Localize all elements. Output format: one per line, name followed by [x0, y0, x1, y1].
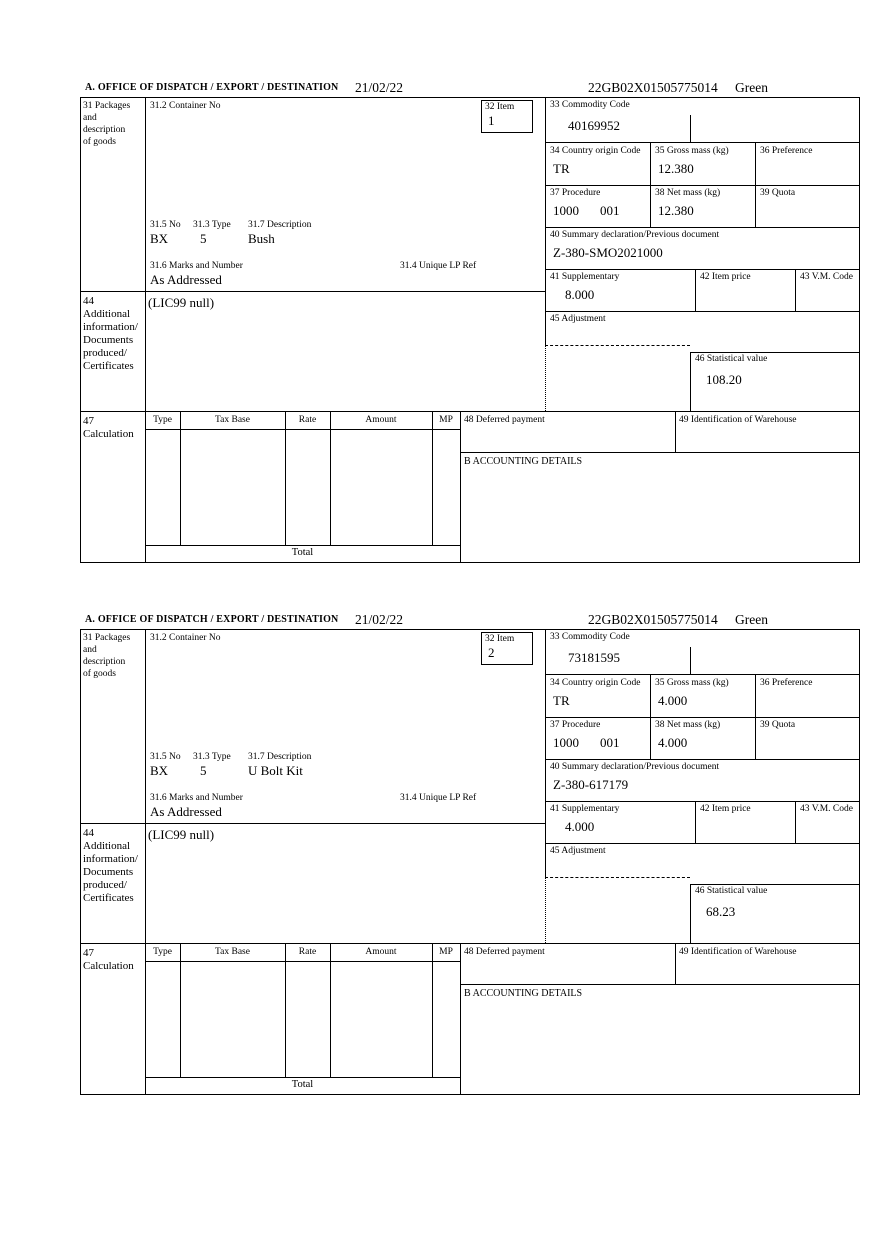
form-line — [545, 185, 860, 186]
packages-type-value: 5 — [200, 763, 207, 778]
country-origin-label: 34 Country origin Code — [550, 146, 641, 156]
form-line — [80, 97, 860, 98]
packages-no-label: 31.5 No — [150, 220, 181, 230]
procedure-value: 1000 — [553, 735, 579, 750]
form-dotted-line — [545, 878, 546, 943]
warehouse-id-label: 49 Identification of Warehouse — [679, 415, 797, 425]
box47-label-line: Calculation — [83, 428, 134, 440]
calc-header-rate: Rate — [298, 415, 317, 425]
deferred-payment-label: 48 Deferred payment — [464, 947, 545, 957]
item-form-grid — [80, 97, 860, 563]
country-origin-label: 34 Country origin Code — [550, 678, 641, 688]
declaration-reference: 22GB02X01505775014 — [588, 612, 718, 627]
previous-document-label: 40 Summary declaration/Previous document — [550, 762, 720, 772]
form-line — [545, 759, 860, 760]
form-dotted-line — [545, 346, 546, 411]
box44-label-line: Documents — [83, 334, 134, 346]
supplementary-value: 4.000 — [565, 819, 595, 834]
preference-label: 36 Preference — [760, 678, 813, 688]
form-line — [690, 352, 691, 411]
form-line — [460, 943, 461, 1095]
box47-label-line: 47 — [83, 947, 94, 959]
form-line — [545, 227, 860, 228]
form-line — [80, 562, 860, 563]
form-line — [795, 269, 796, 311]
gross-mass-value: 12.380 — [658, 161, 694, 176]
accounting-details-label: B ACCOUNTING DETAILS — [464, 988, 583, 999]
form-line — [432, 411, 433, 545]
box44-label-line: produced/ — [83, 879, 127, 891]
declaration-item-block — [80, 612, 860, 1112]
form-line — [690, 352, 860, 353]
packages-no-label: 31.5 No — [150, 752, 181, 762]
form-line — [545, 269, 860, 270]
form-line — [145, 961, 460, 962]
adjustment-label: 45 Adjustment — [550, 846, 606, 856]
form-line — [695, 801, 696, 843]
routing-status: Green — [735, 612, 768, 627]
commodity-code-label: 33 Commodity Code — [550, 100, 630, 110]
commodity-code-value: 73181595 — [568, 650, 620, 665]
form-line — [695, 269, 696, 311]
goods-description-value: U Bolt Kit — [248, 763, 303, 778]
net-mass-label: 38 Net mass (kg) — [655, 720, 721, 730]
marks-and-number-value: As Addressed — [150, 272, 222, 287]
packages-no-value: BX — [150, 231, 169, 246]
previous-document-value: Z-380-SMO2021000 — [553, 245, 663, 260]
form-line — [145, 545, 460, 546]
form-line — [330, 943, 331, 1077]
form-line — [690, 115, 691, 142]
item-number-label: 32 Item — [485, 634, 515, 644]
item-form-grid — [80, 629, 860, 1095]
form-line — [545, 97, 546, 346]
box44-label-line: produced/ — [83, 347, 127, 359]
declaration-item-block — [80, 80, 860, 580]
form-line — [145, 97, 146, 563]
vm-code-label: 43 V.M. Code — [800, 272, 853, 282]
form-line — [545, 311, 860, 312]
form-line — [675, 411, 676, 452]
box44-label-line: Certificates — [83, 360, 134, 372]
unique-lp-ref-label: 31.4 Unique LP Ref — [400, 793, 477, 803]
procedure-value: 1000 — [553, 203, 579, 218]
form-line — [330, 411, 331, 545]
box31-label-line: and — [83, 645, 97, 655]
previous-document-value: Z-380-617179 — [553, 777, 629, 792]
form-dashed-line — [545, 877, 690, 878]
form-line — [690, 647, 691, 674]
box31-label-line: 31 Packages — [83, 633, 131, 643]
unique-lp-ref-label: 31.4 Unique LP Ref — [400, 261, 477, 271]
box31-packages-label — [83, 632, 143, 680]
form-line — [690, 884, 691, 943]
accounting-details-label: B ACCOUNTING DETAILS — [464, 456, 583, 467]
form-line — [859, 629, 860, 1095]
form-line — [690, 884, 860, 885]
calc-header-type: Type — [153, 415, 172, 425]
warehouse-id-label: 49 Identification of Warehouse — [679, 947, 797, 957]
calc-header-amount: Amount — [365, 415, 397, 425]
box31-label-line: of goods — [83, 669, 116, 679]
commodity-code-label: 33 Commodity Code — [550, 632, 630, 642]
packages-type-value: 5 — [200, 231, 207, 246]
packages-type-label: 31.3 Type — [193, 752, 231, 762]
form-line — [545, 843, 860, 844]
calc-header-rate: Rate — [298, 947, 317, 957]
form-line — [285, 943, 286, 1077]
quota-label: 39 Quota — [760, 720, 796, 730]
form-line — [795, 801, 796, 843]
form-line — [460, 411, 461, 563]
form-line — [545, 717, 860, 718]
procedure-label: 37 Procedure — [550, 188, 601, 198]
form-line — [545, 629, 546, 878]
procedure-extra-value: 001 — [600, 203, 620, 218]
form-line — [80, 629, 81, 1095]
box44-label-line: Additional — [83, 308, 131, 320]
form-line — [545, 142, 860, 143]
calc-total-label: Total — [291, 1079, 314, 1090]
form-line — [80, 629, 860, 630]
form-line — [545, 801, 860, 802]
net-mass-label: 38 Net mass (kg) — [655, 188, 721, 198]
calc-header-amount: Amount — [365, 947, 397, 957]
calc-header-mp: MP — [439, 947, 453, 957]
box31-label-line: description — [83, 125, 126, 135]
box44-label-line: Certificates — [83, 892, 134, 904]
form-line — [675, 943, 676, 984]
net-mass-value: 4.000 — [658, 735, 688, 750]
box31-label-line: and — [83, 113, 97, 123]
goods-description-value: Bush — [248, 231, 275, 246]
net-mass-value: 12.380 — [658, 203, 694, 218]
container-no-label: 31.2 Container No — [150, 633, 221, 643]
country-origin-value: TR — [553, 693, 570, 708]
box44-label-line: information/ — [83, 853, 138, 865]
box44-label-line: Documents — [83, 866, 134, 878]
box31-packages-label — [83, 100, 143, 148]
routing-status: Green — [735, 80, 768, 95]
preference-label: 36 Preference — [760, 146, 813, 156]
form-line — [180, 943, 181, 1077]
item-price-label: 42 Item price — [700, 804, 751, 814]
block-header — [80, 80, 860, 96]
calc-total-label: Total — [291, 547, 314, 558]
form-line — [145, 429, 460, 430]
box31-label-line: 31 Packages — [83, 101, 131, 111]
gross-mass-label: 35 Gross mass (kg) — [655, 146, 729, 156]
box44-label-line: 44 — [83, 827, 94, 839]
form-line — [80, 1094, 860, 1095]
form-line — [145, 629, 146, 1095]
form-line — [460, 452, 860, 453]
item-price-label: 42 Item price — [700, 272, 751, 282]
form-line — [80, 97, 81, 563]
goods-description-label: 31.7 Description — [248, 752, 312, 762]
quota-label: 39 Quota — [760, 188, 796, 198]
box44-label-line: Additional — [83, 840, 131, 852]
calc-header-mp: MP — [439, 415, 453, 425]
supplementary-value: 8.000 — [565, 287, 595, 302]
dispatch-date: 21/02/22 — [355, 80, 404, 95]
form-line — [859, 97, 860, 563]
marks-and-number-label: 31.6 Marks and Number — [150, 261, 243, 271]
adjustment-label: 45 Adjustment — [550, 314, 606, 324]
form-line — [80, 943, 860, 944]
form-line — [460, 984, 860, 985]
box44-label-line: information/ — [83, 321, 138, 333]
commodity-code-value: 40169952 — [568, 118, 620, 133]
box47-calculation-label — [83, 415, 134, 441]
form-dashed-line — [545, 345, 690, 346]
goods-description-label: 31.7 Description — [248, 220, 312, 230]
box44-additional-info-label — [83, 827, 138, 905]
marks-and-number-value: As Addressed — [150, 804, 222, 819]
procedure-label: 37 Procedure — [550, 720, 601, 730]
block-header — [80, 612, 860, 628]
deferred-payment-label: 48 Deferred payment — [464, 415, 545, 425]
calc-header-tax-base: Tax Base — [215, 415, 250, 425]
box31-label-line: of goods — [83, 137, 116, 147]
calc-header-tax-base: Tax Base — [215, 947, 250, 957]
office-of-dispatch-title: A. OFFICE OF DISPATCH / EXPORT / DESTINATION — [85, 82, 339, 93]
packages-no-value: BX — [150, 763, 169, 778]
item-number-box — [481, 100, 533, 133]
statistical-value-label: 46 Statistical value — [695, 886, 768, 896]
marks-and-number-label: 31.6 Marks and Number — [150, 793, 243, 803]
box47-label-line: 47 — [83, 415, 94, 427]
supplementary-label: 41 Supplementary — [550, 272, 620, 282]
form-line — [80, 823, 546, 824]
previous-document-label: 40 Summary declaration/Previous document — [550, 230, 720, 240]
form-line — [285, 411, 286, 545]
form-line — [545, 674, 860, 675]
item-number-label: 32 Item — [485, 102, 515, 112]
item-number-value: 2 — [488, 645, 495, 660]
form-line — [80, 291, 546, 292]
statistical-value: 108.20 — [706, 372, 742, 387]
procedure-extra-value: 001 — [600, 735, 620, 750]
container-no-label: 31.2 Container No — [150, 101, 221, 111]
vm-code-label: 43 V.M. Code — [800, 804, 853, 814]
calc-header-type: Type — [153, 947, 172, 957]
additional-info-value: (LIC99 null) — [148, 295, 215, 310]
form-line — [180, 411, 181, 545]
dispatch-date: 21/02/22 — [355, 612, 404, 627]
statistical-value: 68.23 — [706, 904, 736, 919]
box47-calculation-label — [83, 947, 134, 973]
additional-info-value: (LIC99 null) — [148, 827, 215, 842]
gross-mass-value: 4.000 — [658, 693, 688, 708]
statistical-value-label: 46 Statistical value — [695, 354, 768, 364]
form-line — [145, 1077, 460, 1078]
item-number-value: 1 — [488, 113, 495, 128]
packages-type-label: 31.3 Type — [193, 220, 231, 230]
gross-mass-label: 35 Gross mass (kg) — [655, 678, 729, 688]
form-line — [80, 411, 860, 412]
box47-label-line: Calculation — [83, 960, 134, 972]
supplementary-label: 41 Supplementary — [550, 804, 620, 814]
declaration-reference: 22GB02X01505775014 — [588, 80, 718, 95]
item-number-box — [481, 632, 533, 665]
box44-label-line: 44 — [83, 295, 94, 307]
form-line — [432, 943, 433, 1077]
box44-additional-info-label — [83, 295, 138, 373]
box31-label-line: description — [83, 657, 126, 667]
country-origin-value: TR — [553, 161, 570, 176]
office-of-dispatch-title: A. OFFICE OF DISPATCH / EXPORT / DESTINATION — [85, 614, 339, 625]
